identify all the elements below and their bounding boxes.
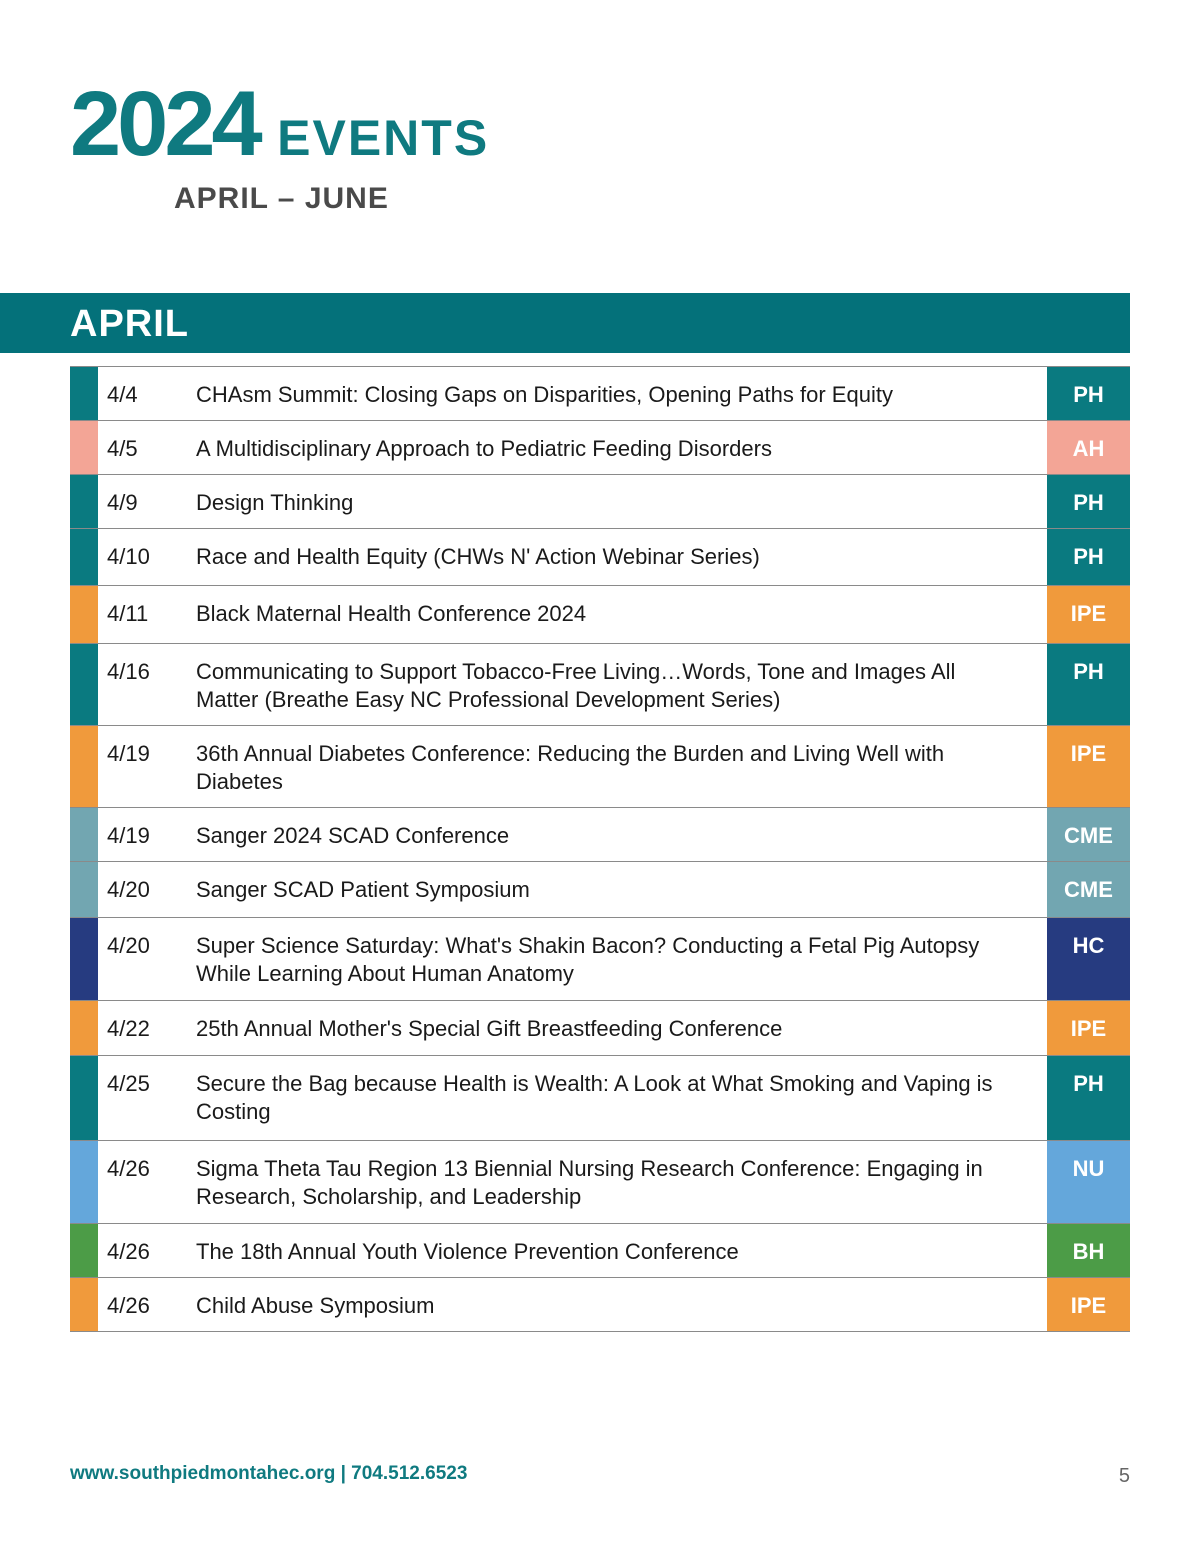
event-date: 4/5 [107,436,138,461]
event-row [70,862,1130,918]
event-date: 4/10 [107,544,150,569]
category-tag: PH [1047,475,1130,528]
month-header-bar [0,293,1130,353]
page-title [70,73,490,175]
category-tag: PH [1047,367,1130,420]
category-tag: CME [1047,862,1130,917]
event-date: 4/16 [107,659,150,684]
event-row [70,1056,1130,1141]
event-name: The 18th Annual Youth Violence Prevention Conference [196,1239,739,1264]
event-row [70,726,1130,808]
category-stripe [70,1224,98,1277]
event-row [70,1224,1130,1278]
event-date: 4/26 [107,1239,150,1264]
category-stripe [70,1278,98,1331]
event-name: Design Thinking [196,490,354,515]
category-stripe [70,475,98,528]
event-date: 4/20 [107,933,150,958]
event-name: Black Maternal Health Conference 2024 [196,601,587,626]
event-row [70,1278,1130,1332]
event-date: 4/9 [107,490,138,515]
category-stripe [70,529,98,585]
event-date: 4/11 [107,601,149,626]
date-range-subtitle: APRIL – JUNE [174,182,389,215]
event-name: Sigma Theta Tau Region 13 Biennial Nursing Research Conference: Engaging in Research, Scholarship, and Leadership [196,1156,983,1209]
category-stripe [70,862,98,917]
event-date: 4/25 [107,1071,150,1096]
event-date: 4/19 [107,741,150,766]
page-number: 5 [1118,1465,1130,1487]
title-word: EVENTS [277,110,490,166]
category-stripe [70,421,98,474]
category-stripe [70,586,98,643]
event-name: Race and Health Equity (CHWs N' Action Webinar Series) [196,544,760,569]
event-date: 4/22 [107,1016,150,1041]
category-stripe [70,644,98,725]
event-name: 36th Annual Diabetes Conference: Reducing the Burden and Living Well with Diabetes [196,741,945,794]
category-tag: IPE [1047,586,1130,643]
event-name: A Multidisciplinary Approach to Pediatric Feeding Disorders [196,436,772,461]
event-row [70,918,1130,1001]
category-stripe [70,726,98,807]
events-table [70,366,1130,1332]
category-stripe [70,367,98,420]
event-date: 4/26 [107,1293,150,1318]
event-row [70,808,1130,862]
event-row [70,1141,1130,1224]
category-tag: CME [1047,808,1130,861]
category-tag: IPE [1047,1001,1130,1055]
event-date: 4/19 [107,823,150,848]
event-name: Super Science Saturday: What's Shakin Bacon? Conducting a Fetal Pig Autopsy While Learning About Human Anatomy [196,933,980,986]
event-row [70,367,1130,421]
event-name: 25th Annual Mother's Special Gift Breastfeeding Conference [196,1016,783,1041]
event-name: Sanger SCAD Patient Symposium [196,877,530,902]
event-name: CHAsm Summit: Closing Gaps on Disparities, Opening Paths for Equity [196,382,893,407]
category-tag: HC [1047,918,1130,1000]
footer-contact-link[interactable]: www.southpiedmontahec.org | 704.512.6523 [70,1463,468,1484]
event-name: Communicating to Support Tobacco-Free Living…Words, Tone and Images All Matter (Breathe Easy NC Professional Development Series) [196,659,956,712]
category-tag: PH [1047,1056,1130,1140]
category-tag: IPE [1047,1278,1130,1331]
month-label: APRIL [70,303,189,345]
category-tag: AH [1047,421,1130,474]
event-row [70,421,1130,475]
event-date: 4/4 [107,382,138,407]
event-date: 4/20 [107,877,150,902]
category-stripe [70,1001,98,1055]
event-name: Child Abuse Symposium [196,1293,435,1318]
event-date: 4/26 [107,1156,150,1181]
event-name: Secure the Bag because Health is Wealth: A Look at What Smoking and Vaping is Costing [196,1071,993,1124]
event-row [70,644,1130,726]
category-stripe [70,808,98,861]
category-tag: PH [1047,529,1130,585]
category-stripe [70,1141,98,1223]
category-stripe [70,1056,98,1140]
event-row [70,1001,1130,1056]
category-stripe [70,918,98,1000]
category-tag: PH [1047,644,1130,725]
event-row [70,475,1130,529]
title-year: 2024 [70,73,259,175]
event-name: Sanger 2024 SCAD Conference [196,823,510,848]
category-tag: BH [1047,1224,1130,1277]
category-tag: IPE [1047,726,1130,807]
event-row [70,529,1130,586]
event-row [70,586,1130,644]
category-tag: NU [1047,1141,1130,1223]
